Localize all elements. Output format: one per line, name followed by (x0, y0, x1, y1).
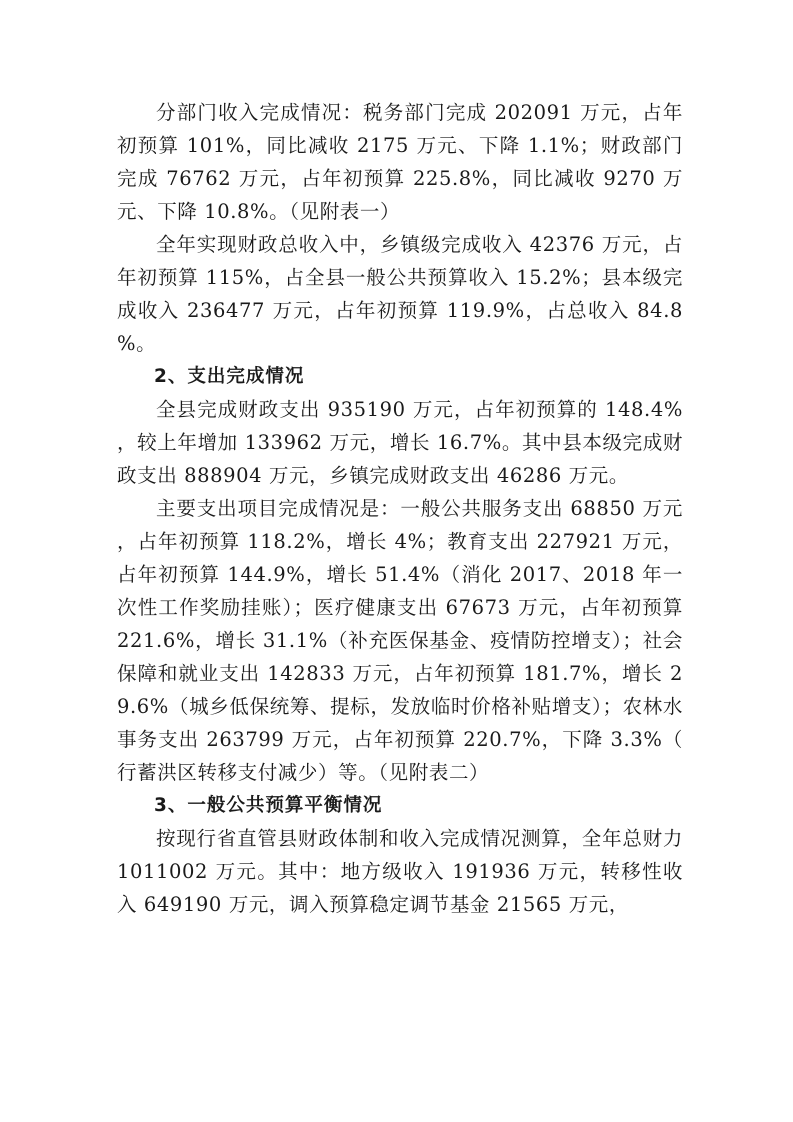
heading-budget-balance: 3、一般公共预算平衡情况 (154, 795, 383, 816)
paragraph-budget-balance: 按现行省直管县财政体制和收入完成情况测算，全年总财力 1011002 万元。其中：地方级收入 191936 万元，转移性收入 649190 万元，调入预算稳定调节基金 21565 万元， (117, 827, 683, 916)
paragraph-total-expenditure: 全县完成财政支出 935190 万元，占年初预算的 148.4%，较上年增加 133962 万元，增长 16.7%。其中县本级完成财政支出 888904 万元，乡镇完成财政支出 46286 万元。 (117, 398, 683, 487)
paragraph-major-expenditure-items: 主要支出项目完成情况是：一般公共服务支出 68850 万元，占年初预算 118.2%，增长 4%；教育支出 227921 万元，占年初预算 144.9%，增长 51.4%（消化 2017、2018 年一次性工作奖励挂账）；医疗健康支出 67673 万元，占年初预算 221.6%，增长 31.1%（补充医保基金、疫情防控增支）；社会保障和就业支出 142833 万元，占年初预算 181.7%，增长 29.6%（城乡低保统筹、提标，发放临时价格补贴增支）；农林水事务支出 263799 万元，占年初预算 220.7%，下降 3.3%（行蓄洪区转移支付减少）等。（见附表二） (117, 497, 683, 784)
paragraph-township-county-revenue: 全年实现财政总收入中，乡镇级完成收入 42376 万元，占年初预算 115%，占全县一般公共预算收入 15.2%；县本级完成收入 236477 万元，占年初预算 119.9%，占总收入 84.8%。 (117, 233, 683, 355)
heading-expenditure: 2、支出完成情况 (154, 366, 305, 387)
paragraph-department-revenue: 分部门收入完成情况：税务部门完成 202091 万元，占年初预算 101%，同比减收 2175 万元、下降 1.1%；财政部门完成 76762 万元，占年初预算 225.8%，同比减收 9270 万元、下降 10.8%。（见附表一） (117, 101, 683, 223)
document-body (117, 96, 683, 921)
